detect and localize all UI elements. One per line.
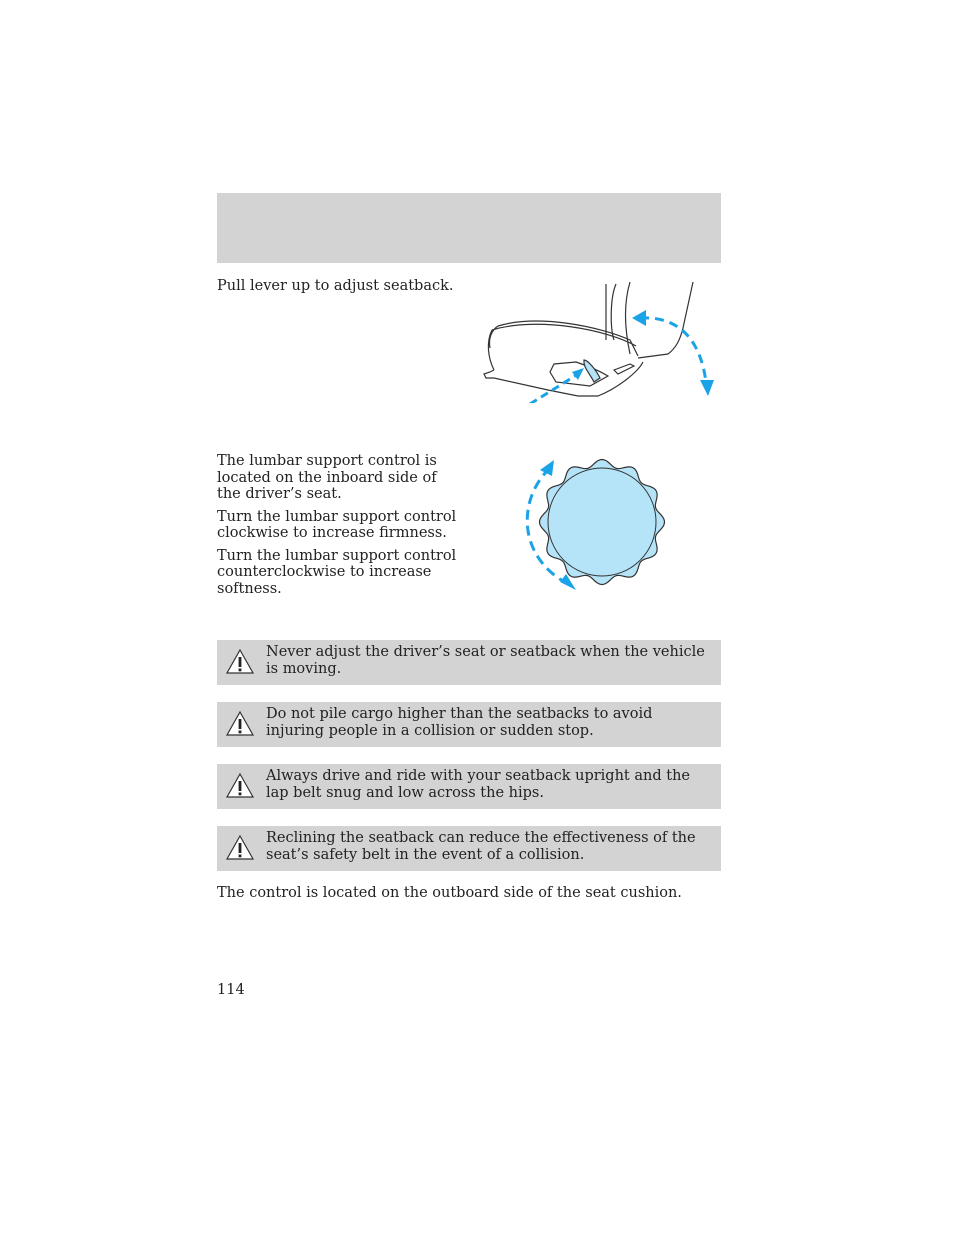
- seat-recline-illustration: [478, 278, 723, 403]
- warning-triangle-icon: [225, 772, 255, 799]
- lumbar-location-text: The lumbar support control is located on the inboard side of the driver’s seat.: [217, 453, 437, 502]
- warning-text: Always drive and ride with your seatback upright and the lap belt snug and low across the hips.: [266, 768, 690, 801]
- lumbar-softness-text: Turn the lumbar support control counterclockwise to increase softness.: [217, 547, 457, 597]
- lumbar-text-block: [217, 453, 462, 603]
- warning-text: Never adjust the driver’s seat or seatback when the vehicle is moving.: [266, 644, 705, 677]
- lumbar-knob-illustration: [512, 452, 672, 594]
- warning-text: Reclining the seatback can reduce the effectiveness of the seat’s safety belt in the event of a collision.: [266, 830, 696, 863]
- lumbar-firmness-text: Turn the lumbar support control clockwise to increase firmness.: [217, 508, 457, 541]
- warning-triangle-icon: [225, 834, 255, 861]
- recline-instruction: Pull lever up to adjust seatback.: [217, 278, 454, 294]
- warning-box: [217, 764, 721, 809]
- control-location-text: The control is located on the outboard side of the seat cushion.: [217, 885, 682, 901]
- warning-triangle-icon: [225, 710, 255, 737]
- warning-box: [217, 826, 721, 871]
- warning-text: Do not pile cargo higher than the seatbacks to avoid injuring people in a collision or sudden stop.: [266, 706, 653, 739]
- warning-box: [217, 640, 721, 685]
- warning-triangle-icon: [225, 648, 255, 675]
- warning-box: [217, 702, 721, 747]
- page-number: 114: [217, 982, 245, 998]
- section-header-bar: [217, 193, 721, 263]
